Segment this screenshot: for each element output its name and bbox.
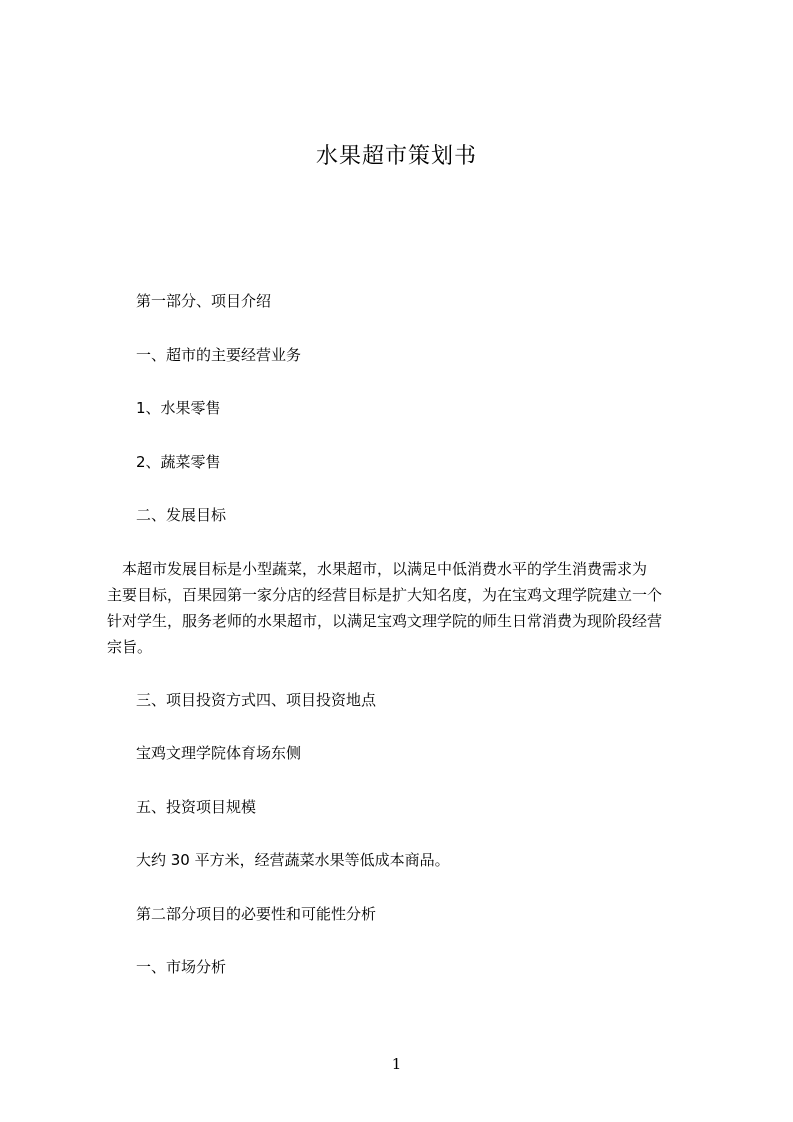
- section-part-one-heading: 第一部分、项目介绍: [136, 292, 272, 310]
- section-part-two-heading: 第二部分项目的必要性和可能性分析: [136, 905, 377, 923]
- heading-market-analysis: 一、市场分析: [136, 958, 227, 976]
- paragraph-line: 主要目标，百果园第一家分店的经营目标是扩大知名度，为在宝鸡文理学院建立一个: [107, 586, 663, 604]
- heading-main-business: 一、超市的主要经营业务: [136, 346, 302, 364]
- paragraph-line: 针对学生，服务老师的水果超市，以满足宝鸡文理学院的师生日常消费为现阶段经营: [107, 612, 663, 630]
- item-fruit-retail: 1、水果零售: [136, 399, 221, 417]
- investment-scale-text: 大约 30 平方米，经营蔬菜水果等低成本商品。: [136, 851, 450, 869]
- paragraph-line: 本超市发展目标是小型蔬菜，水果超市，以满足中低消费水平的学生消费需求为: [107, 560, 648, 578]
- investment-location-text: 宝鸡文理学院体育场东侧: [136, 744, 302, 762]
- document-title: 水果超市策划书: [315, 144, 477, 169]
- page-number: 1: [391, 1055, 402, 1073]
- paragraph-line: 宗旨。: [107, 638, 153, 656]
- heading-investment-scale: 五、投资项目规模: [136, 798, 257, 816]
- item-vegetable-retail: 2、蔬菜零售: [136, 453, 221, 471]
- heading-development-goals: 二、发展目标: [136, 506, 227, 524]
- heading-investment-method-location: 三、项目投资方式四、项目投资地点: [136, 691, 377, 709]
- development-goals-paragraph: [107, 556, 703, 660]
